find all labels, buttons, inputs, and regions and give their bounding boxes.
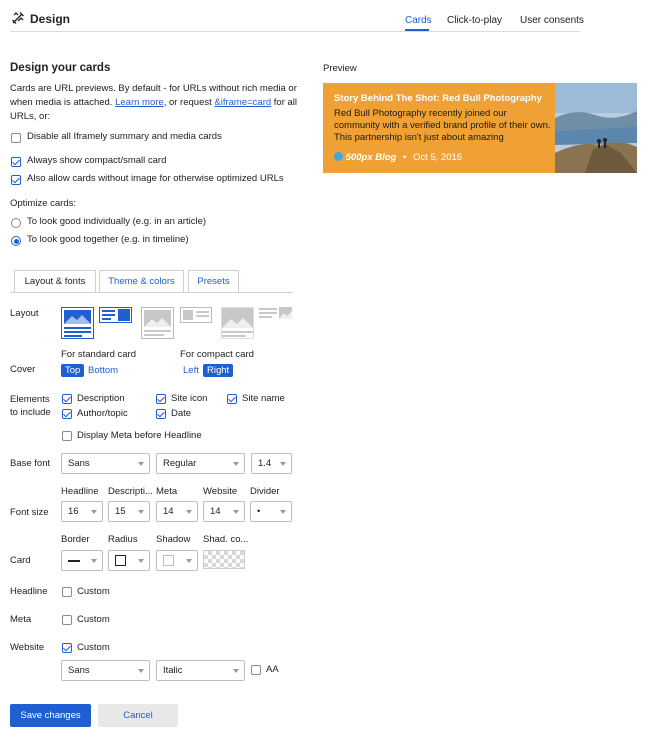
design-heading: Design your cards <box>10 62 111 74</box>
divider-select[interactable] <box>250 501 292 522</box>
element-author-label: Author/topic <box>77 408 128 419</box>
select-value: Sans <box>68 458 90 469</box>
headline-custom-checkbox[interactable] <box>62 587 72 597</box>
compact-card-checkbox[interactable] <box>11 157 21 167</box>
cover-top-option[interactable]: Top <box>61 364 84 377</box>
preview-label: Preview <box>323 63 357 74</box>
meta-custom-checkbox[interactable] <box>62 615 72 625</box>
no-image-cards-checkbox[interactable] <box>11 175 21 185</box>
element-site-icon-checkbox[interactable] <box>156 394 166 404</box>
website-font-family-select[interactable] <box>61 660 150 681</box>
subtabs-divider <box>10 292 293 293</box>
base-font-line-height-select[interactable] <box>251 453 292 474</box>
intro-text: for all <box>271 97 298 108</box>
cover-label: Cover <box>10 364 36 375</box>
select-value: 1.4 <box>258 458 272 469</box>
optimize-together-radio[interactable] <box>11 236 21 246</box>
card-header-border: Border <box>61 534 90 545</box>
website-label: Website <box>10 642 45 653</box>
base-font-family-select[interactable] <box>61 453 150 474</box>
select-value: Italic <box>163 665 183 676</box>
elements-label-line-1: Elements <box>10 394 50 405</box>
chevron-down-icon <box>138 462 144 466</box>
chevron-down-icon <box>233 669 239 673</box>
card-title: Story Behind The Shot: Red Bull Photography <box>334 93 542 104</box>
base-font-label: Base font <box>10 458 51 469</box>
website-font-style-select[interactable] <box>156 660 245 681</box>
select-value: 14 <box>210 506 221 517</box>
website-aa-label: AA <box>266 664 279 675</box>
shadow-color-swatch[interactable] <box>203 550 245 569</box>
card-meta <box>334 152 462 163</box>
meta-custom-label: Custom <box>77 614 110 625</box>
element-author-checkbox[interactable] <box>62 409 72 419</box>
intro-line-2 <box>10 96 300 110</box>
preview-card[interactable] <box>323 83 637 173</box>
meta-divider: • <box>402 152 407 163</box>
layout-image-standard-icon[interactable] <box>141 307 174 339</box>
card-description: Red Bull Photography recently joined our community with a verified brand profile of their own. This partnership isn't just about amazing <box>334 108 551 143</box>
card-label: Card <box>10 555 31 566</box>
optimize-together-label: To look good together (e.g. in timeline) <box>27 234 189 245</box>
description-size-select[interactable] <box>108 501 150 522</box>
meta-before-headline-label: Display Meta before Headline <box>77 430 202 441</box>
website-size-select[interactable] <box>203 501 245 522</box>
chevron-down-icon <box>91 510 97 514</box>
radius-select[interactable] <box>108 550 150 571</box>
optimize-individually-label: To look good individually (e.g. in an article) <box>27 216 207 227</box>
no-image-cards-label: Also allow cards without image for otherwise optimized URLs <box>27 173 284 184</box>
meta-before-headline-checkbox[interactable] <box>62 431 72 441</box>
tab-cards[interactable]: Cards <box>405 15 432 26</box>
optimize-label: Optimize cards: <box>10 198 76 209</box>
website-aa-checkbox[interactable] <box>251 665 261 675</box>
select-value: • <box>257 506 261 517</box>
chevron-down-icon <box>138 559 144 563</box>
disable-cards-label: Disable all Iframely summary and media cards <box>27 131 222 142</box>
page-title: Design <box>30 12 71 26</box>
cover-right-option[interactable]: Right <box>203 364 233 377</box>
cover-left-option[interactable]: Left <box>183 365 199 376</box>
element-site-name-checkbox[interactable] <box>227 394 237 404</box>
headline-size-select[interactable] <box>61 501 103 522</box>
border-line-icon <box>68 560 80 562</box>
meta-size-select[interactable] <box>156 501 198 522</box>
chevron-down-icon <box>186 559 192 563</box>
site-icon <box>334 152 343 161</box>
chevron-down-icon <box>280 510 286 514</box>
chevron-down-icon <box>186 510 192 514</box>
layout-compact-selected-icon[interactable] <box>99 307 132 323</box>
chevron-down-icon <box>280 462 286 466</box>
card-header-shadow: Shadow <box>156 534 191 545</box>
card-site-name: 500px Blog <box>345 152 397 163</box>
font-size-header-headline: Headline <box>61 486 99 497</box>
intro-text: , or request <box>163 97 215 108</box>
card-header-radius: Radius <box>108 534 138 545</box>
element-site-name-label: Site name <box>242 393 285 404</box>
chevron-down-icon <box>91 559 97 563</box>
header-divider <box>10 31 580 32</box>
meta-label: Meta <box>10 614 32 625</box>
element-date-checkbox[interactable] <box>156 409 166 419</box>
radius-square-icon <box>115 555 126 566</box>
website-custom-checkbox[interactable] <box>62 643 72 653</box>
layout-image-top-selected-icon[interactable] <box>61 307 94 339</box>
compact-card-label: Always show compact/small card <box>27 155 167 166</box>
element-description-label: Description <box>77 393 125 404</box>
design-tools-icon <box>11 11 25 25</box>
layout-text-right-image-icon[interactable] <box>259 307 292 321</box>
chevron-down-icon <box>138 510 144 514</box>
optimize-individually-radio[interactable] <box>11 218 21 228</box>
subtab-presets[interactable]: Presets <box>188 270 239 293</box>
tab-user-consents[interactable]: User consents <box>520 15 584 26</box>
design-intro <box>10 82 300 124</box>
disable-cards-checkbox[interactable] <box>11 133 21 143</box>
select-value: Sans <box>68 665 90 676</box>
element-date-label: Date <box>171 408 192 419</box>
base-font-weight-select[interactable] <box>156 453 245 474</box>
tab-click-to-play[interactable]: Click-to-play <box>447 15 503 26</box>
card-date: Oct 5, 2016 <box>412 152 463 163</box>
font-size-header-meta: Meta <box>156 486 178 497</box>
chevron-down-icon <box>233 510 239 514</box>
chevron-down-icon <box>138 669 144 673</box>
website-custom-label: Custom <box>77 642 110 653</box>
font-size-label: Font size <box>10 507 49 518</box>
card-header-shadow-color: Shad. co... <box>203 534 249 545</box>
cover-bottom-option[interactable]: Bottom <box>88 365 119 376</box>
select-value: 16 <box>68 506 79 517</box>
subtab-layout-fonts[interactable]: Layout & fonts <box>14 270 96 293</box>
learn-more-link[interactable]: Learn more <box>115 97 164 108</box>
save-changes-button[interactable]: Save changes <box>10 704 91 727</box>
active-tab-indicator <box>405 29 429 31</box>
chevron-down-icon <box>233 462 239 466</box>
shadow-square-icon <box>163 555 174 566</box>
elements-label <box>10 393 51 419</box>
intro-line-1: Cards are URL previews. By default - for URLs without rich media or <box>10 83 297 94</box>
elements-label-line-2: to include <box>10 407 51 418</box>
intro-text: when media is attached. <box>10 97 116 108</box>
select-value: 14 <box>163 506 174 517</box>
font-size-header-description: Descripti... <box>108 486 153 497</box>
font-size-header-website: Website <box>203 486 238 497</box>
layout-label: Layout <box>10 308 39 319</box>
cancel-button[interactable]: Cancel <box>98 704 178 727</box>
compact-card-label: For compact card <box>180 349 254 360</box>
layout-image-large-icon[interactable] <box>221 307 254 339</box>
border-select[interactable] <box>61 550 103 571</box>
layout-compact-left-image-icon[interactable] <box>180 307 212 323</box>
select-value: Regular <box>163 458 197 469</box>
card-thumbnail-image <box>555 83 637 173</box>
element-description-checkbox[interactable] <box>62 394 72 404</box>
headline-label: Headline <box>10 586 48 597</box>
subtab-theme-colors[interactable]: Theme & colors <box>99 270 184 293</box>
font-size-header-divider: Divider <box>250 486 280 497</box>
headline-custom-label: Custom <box>77 586 110 597</box>
intro-line-3: URLs, or: <box>10 111 51 122</box>
shadow-select[interactable] <box>156 550 198 571</box>
iframe-card-link[interactable]: &iframe=card <box>214 97 272 108</box>
element-site-icon-label: Site icon <box>171 393 208 404</box>
standard-card-label: For standard card <box>61 349 136 360</box>
select-value: 15 <box>115 506 126 517</box>
